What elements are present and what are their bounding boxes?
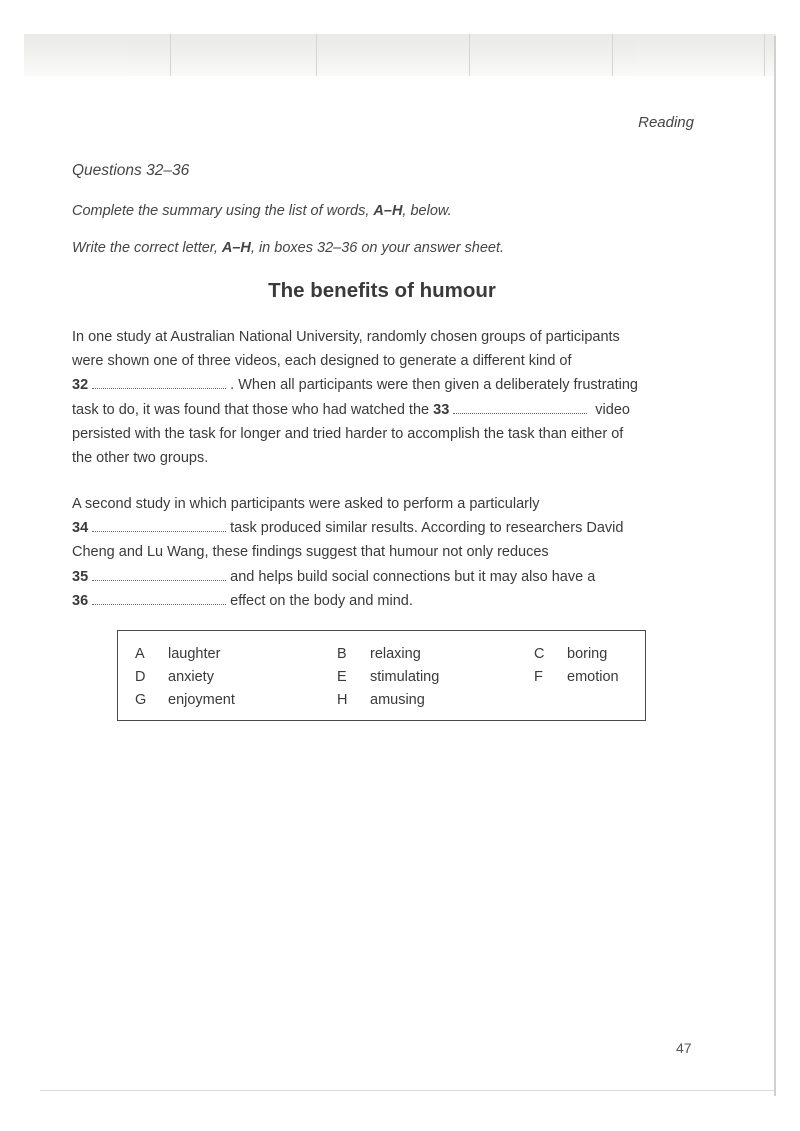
answer-gap-35 bbox=[92, 568, 226, 581]
text-line: A second study in which participants were asked to perform a particularly bbox=[72, 496, 540, 512]
word-list-box: A laughter B relaxing C boring D anxiety E stimulating F emotion G enjoyment H amusing bbox=[117, 630, 646, 721]
text-line: 36 effect on the body and mind. bbox=[72, 592, 413, 609]
scan-divider bbox=[469, 34, 470, 76]
questions-heading: Questions 32–36 bbox=[72, 162, 190, 179]
text-line: 32 . When all participants were then given a deliberately frustrating bbox=[72, 377, 638, 394]
page-number: 47 bbox=[676, 1040, 692, 1056]
text-line: were shown one of three videos, each designed to generate a different kind of bbox=[72, 353, 572, 370]
summary-title: The benefits of humour bbox=[268, 279, 496, 302]
section-label: Reading bbox=[638, 114, 694, 131]
summary-paragraph-1 bbox=[72, 325, 702, 470]
text-line: 34 task produced similar results. According to researchers David bbox=[72, 520, 624, 537]
scan-header-strip bbox=[24, 34, 776, 76]
text-line: Cheng and Lu Wang, these findings suggest that humour not only reduces bbox=[72, 544, 549, 561]
gap-number-32: 32 bbox=[72, 377, 89, 394]
answer-gap-36 bbox=[92, 592, 226, 605]
gap-number-33: 33 bbox=[433, 401, 450, 418]
text-line: In one study at Australian National University, randomly chosen groups of participants bbox=[72, 329, 620, 345]
scan-divider bbox=[612, 34, 613, 76]
instruction-complete: Complete the summary using the list of words, A–H, below. bbox=[72, 203, 452, 219]
gap-number-36: 36 bbox=[72, 592, 89, 609]
scan-divider bbox=[764, 34, 765, 76]
gap-number-35: 35 bbox=[72, 568, 89, 585]
page-edge-right bbox=[774, 36, 776, 1096]
gap-number-34: 34 bbox=[72, 520, 89, 537]
text-line: the other two groups. bbox=[72, 449, 209, 466]
text-line: 35 and helps build social connections but it may also have a bbox=[72, 568, 596, 585]
scan-divider bbox=[316, 34, 317, 76]
text-line: persisted with the task for longer and tried harder to accomplish the task than either of bbox=[72, 425, 624, 442]
answer-gap-32 bbox=[92, 376, 226, 389]
instruction-write: Write the correct letter, A–H, in boxes 32–36 on your answer sheet. bbox=[72, 240, 505, 256]
answer-gap-33 bbox=[453, 401, 587, 414]
scan-divider bbox=[170, 34, 171, 76]
summary-paragraph-2 bbox=[72, 492, 702, 613]
page-edge-bottom bbox=[40, 1090, 774, 1091]
answer-gap-34 bbox=[92, 519, 226, 532]
text-line: task to do, it was found that those who had watched the 33 video bbox=[72, 401, 630, 418]
